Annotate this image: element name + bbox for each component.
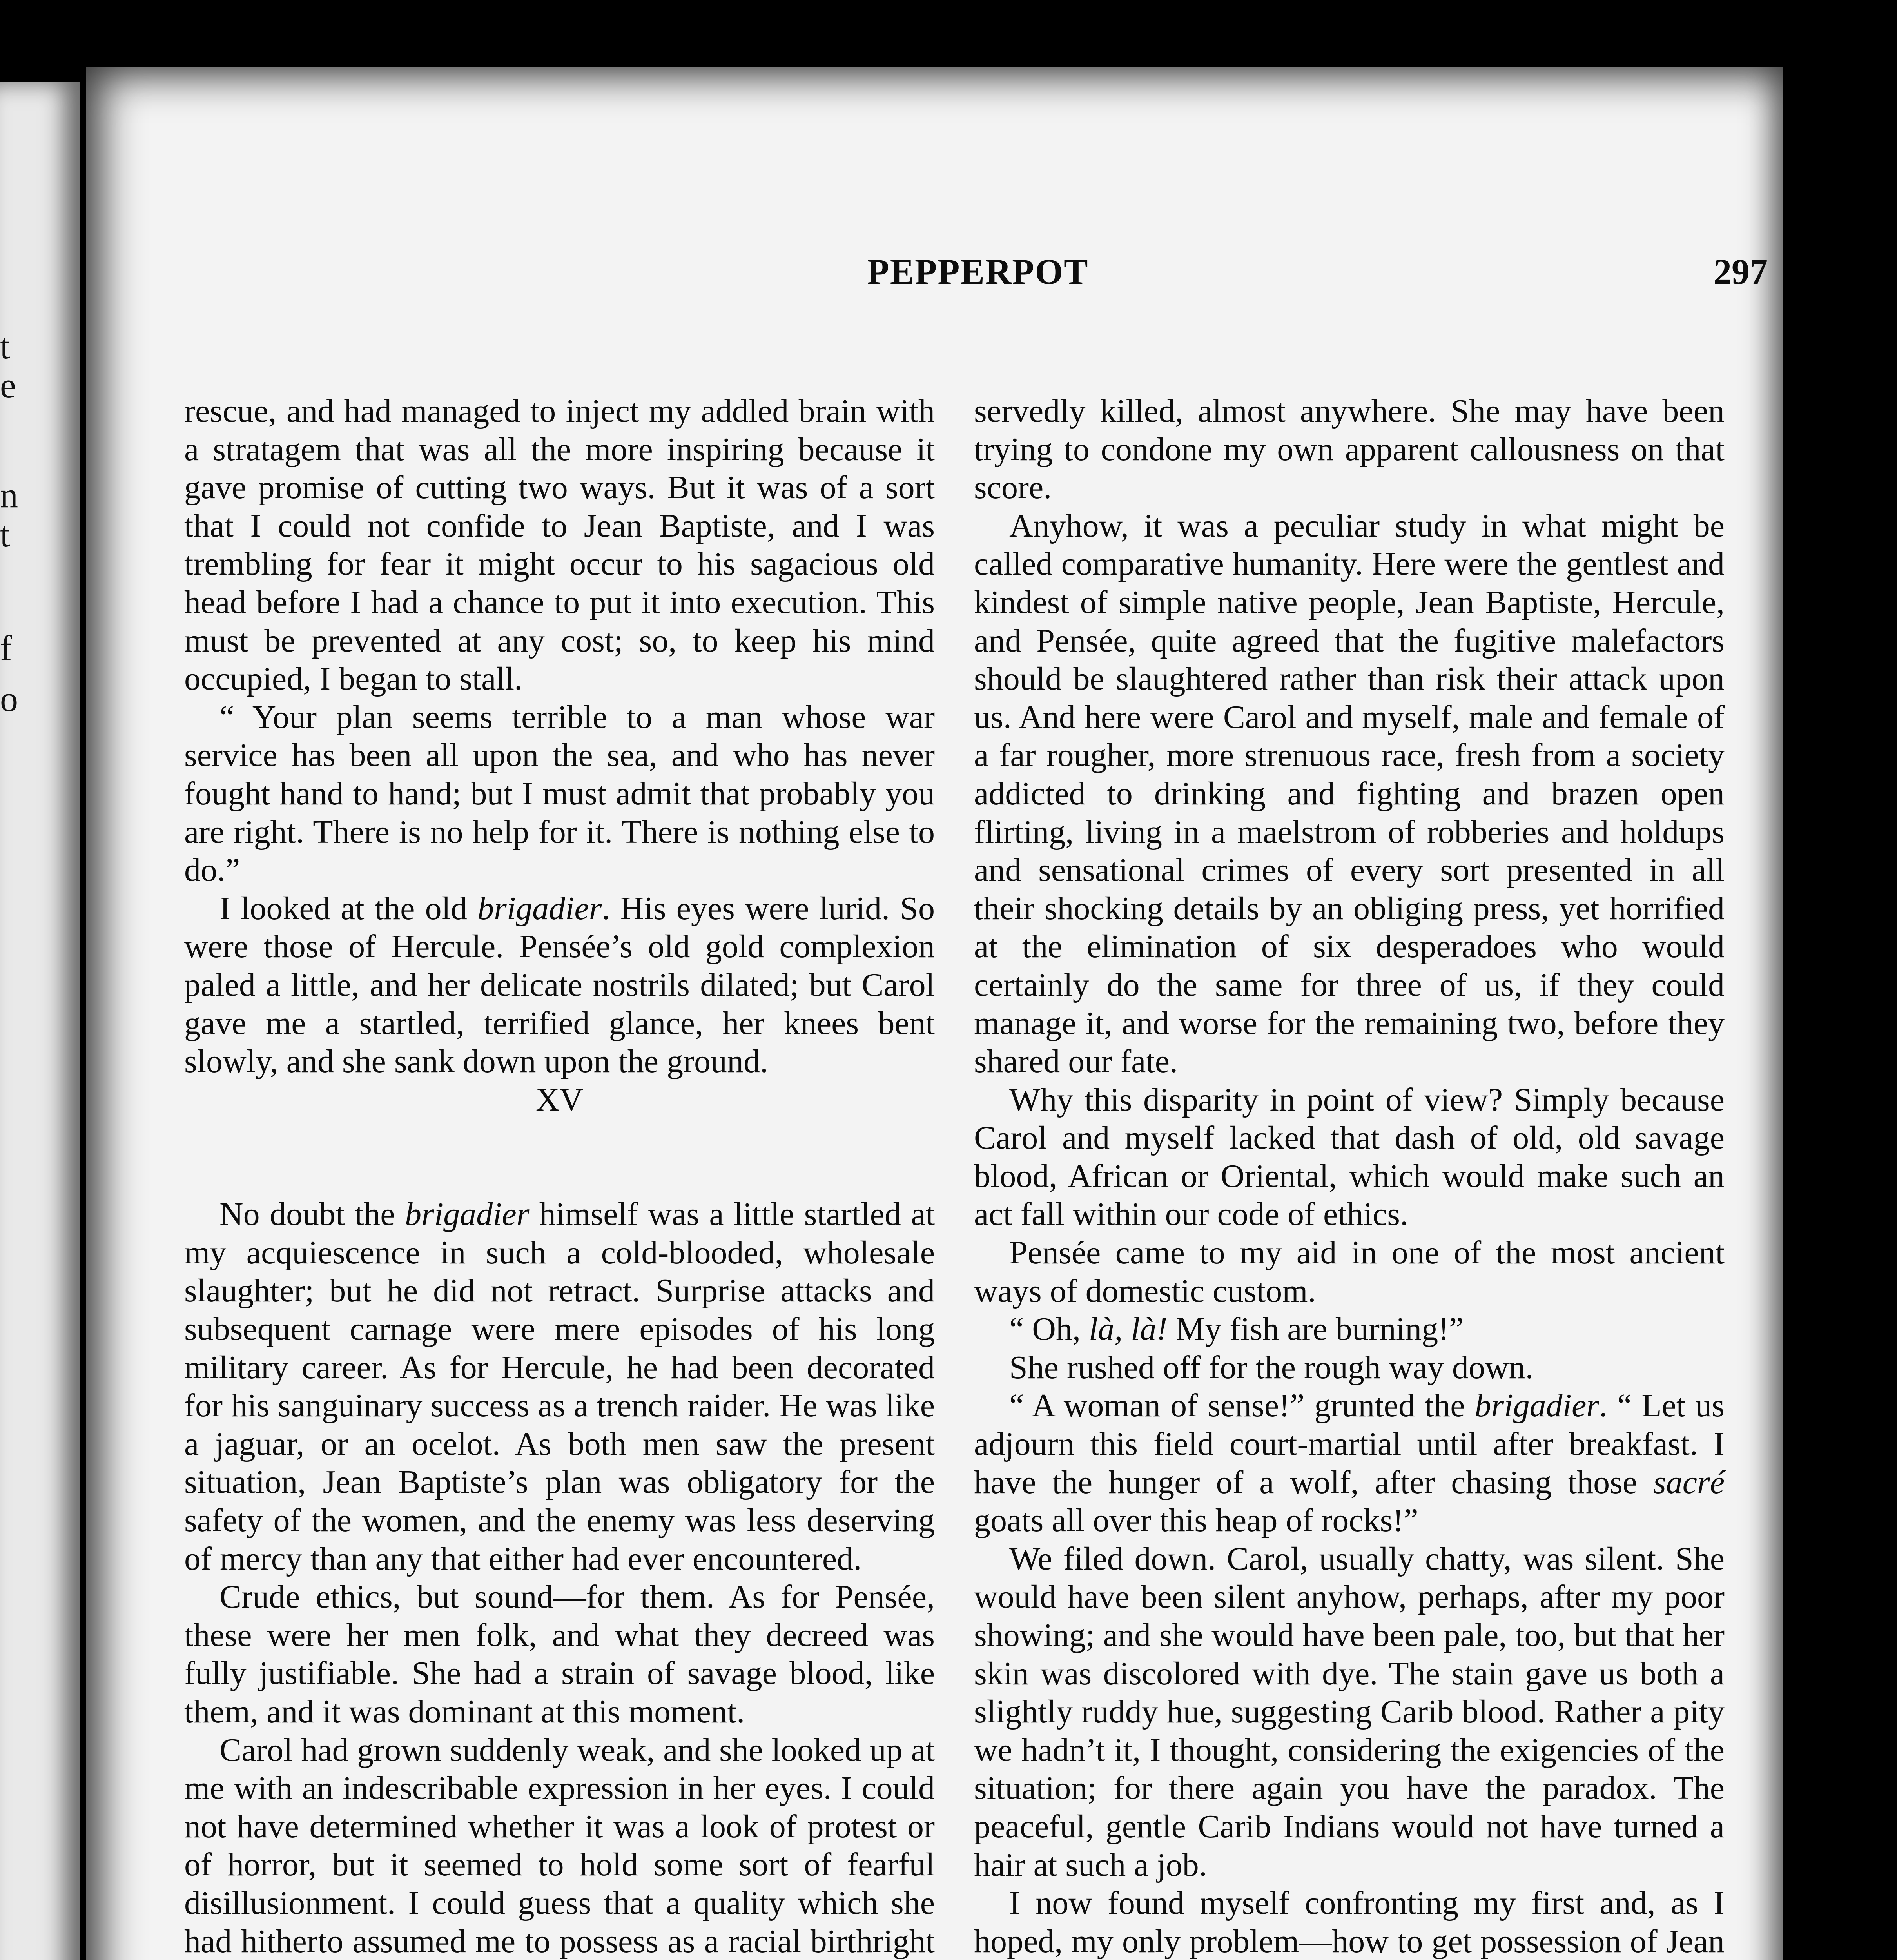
paragraph: Pensée came to my aid in one of the most ancient ways of domestic custom. bbox=[974, 1234, 1725, 1309]
edge-letter: t bbox=[0, 326, 10, 366]
running-head bbox=[188, 251, 1768, 310]
paragraph: Why this disparity in point of view? Simply because Carol and myself lacked that dash of old, old savage blood, African or Oriental, which would make such an act fall within our code of ethics. bbox=[974, 1081, 1725, 1233]
edge-letter: f bbox=[0, 628, 12, 668]
edge-letter: o bbox=[0, 679, 18, 719]
running-title: PEPPERPOT bbox=[867, 252, 1089, 292]
edge-letter: n bbox=[0, 475, 18, 515]
paragraph: servedly killed, almost anywhere. She may have been trying to condone my own apparent callousness on that score. bbox=[974, 393, 1725, 506]
facing-page-edge bbox=[0, 82, 80, 1960]
italic-term: sacré bbox=[1653, 1464, 1725, 1501]
italic-term: brigadier bbox=[405, 1196, 530, 1233]
italic-term: là, là! bbox=[1088, 1311, 1168, 1348]
paragraph: She rushed off for the rough way down. bbox=[1009, 1349, 1534, 1386]
edge-letter: e bbox=[0, 365, 16, 405]
paragraph: “ Your plan seems terrible to a man whose war service has been all upon the sea, and who has never fought hand to hand; but I must admit that probably you are right. There is no help for it. There is nothing else to do.” bbox=[184, 699, 935, 889]
paragraph: “ A woman of sense!” grunted the brigadier. “ Let us adjourn this field court-martial until after breakfast. I have the hunger of a wolf, after chasing those sacré goats all over this heap of rocks!” bbox=[974, 1387, 1725, 1539]
page-number: 297 bbox=[1714, 252, 1768, 292]
paragraph: We filed down. Carol, usually chatty, was silent. She would have been silent anyhow, perhaps, after my poor showing; and she would have been pale, too, but that her skin was discolored with dye. The stain gave us both a slightly ruddy hue, suggesting Carib blood. Rather a pity we hadn’t it, I thought, considering the exigencies of the situation; for there again you have the paradox. The peaceful, gentle Carib Indians would not have turned a hair at such a job. bbox=[974, 1540, 1725, 1883]
paragraph: “ Oh, là, là! My fish are burning!” bbox=[1009, 1311, 1464, 1348]
paragraph: I looked at the old brigadier. His eyes were lurid. So were those of Hercule. Pensée’s old gold complexion paled a little, and her delicate nostrils dilated; but Carol gave me a startled, terrified glance, her knees bent slowly, and she sank down upon the ground. bbox=[184, 890, 935, 1080]
paragraph: rescue, and had managed to inject my addled brain with a stratagem that was all the more inspiring because it gave promise of cutting two ways. But it was of a sort that I could not confide to Jean Baptiste, and I was trembling for fear it might occur to his sagacious old head before I had a chance to put it into execution. This must be prevented at any cost; so, to keep his mind occupied, I began to stall. bbox=[184, 393, 935, 697]
text-column-left bbox=[184, 392, 935, 1960]
book-page bbox=[86, 67, 1783, 1960]
paragraph: Carol had grown suddenly weak, and she looked up at me with an indescribable expression in her eyes. I could not have determined whether it was a look of protest or of horror, but it seemed to hold some sort of fearful disillusionment. I could guess that a quality which she had hitherto assumed me to possess as a racial birthright bbox=[184, 1731, 935, 1960]
text-column-right bbox=[974, 392, 1725, 1960]
paragraph: Crude ethics, but sound—for them. As for Pensée, these were her men folk, and what they decreed was fully justifiable. She had a strain of savage blood, like them, and it was dominant at this moment. bbox=[184, 1579, 935, 1730]
edge-letter: t bbox=[0, 514, 10, 554]
paragraph: I now found myself confronting my first and, as I hoped, my only problem—how to get possession of Jean bbox=[974, 1885, 1725, 1960]
italic-term: brigadier bbox=[1474, 1387, 1599, 1424]
italic-term: brigadier bbox=[477, 890, 602, 927]
paragraph: Anyhow, it was a peculiar study in what might be called comparative humanity. Here were the gentlest and kindest of simple native people, Jean Baptiste, Hercule, and Pensée, quite agreed that the fugitive malefactors should be slaughtered rather than risk their attack upon us. And here were Carol and myself, male and female of a far rougher, more strenuous race, fresh from a society addicted to drinking and fighting and brazen open flirting, living in a maelstrom of robberies and holdups and sensational crimes of every sort presented in all their shocking details by an obliging press, yet horrified at the elimination of six desperadoes who would certainly do the same for three of us, if they could manage it, and worse for the remaining two, before they shared our fate. bbox=[974, 507, 1725, 1080]
paragraph: No doubt the brigadier himself was a little startled at my acquiescence in such a cold-blooded, wholesale slaughter; but he did not retract. Surprise attacks and subsequent carnage were mere episodes of his long military career. As for Hercule, he had been decorated for his sanguinary success as a trench raider. He was like a jaguar, or an ocelot. As both men saw the present situation, Jean Baptiste’s plan was obligatory for the safety of the women, and the enemy was less deserving of mercy than any that either had ever encountered. bbox=[184, 1196, 935, 1577]
chapter-heading: XV bbox=[535, 1081, 584, 1118]
